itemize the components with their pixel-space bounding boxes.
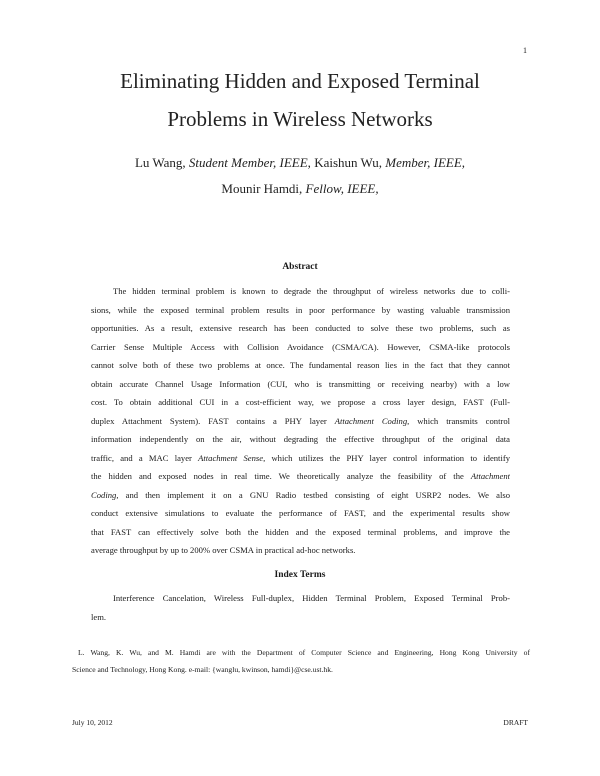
abstract-line: information independently on the air, without degrading the effective throughput of the original data [91, 434, 510, 444]
abstract-line [91, 412, 510, 431]
abstract-line: Carrier Sense Multiple Access with Collision Avoidance (CSMA/CA). However, CSMA-like protocols [91, 341, 510, 352]
abstract-text: , and then implement it on a GNU Radio testbed consisting of eight USRP2 nodes. We also [116, 489, 510, 500]
emphasis-text: Coding [91, 489, 117, 500]
abstract-line: average throughput by up to 200% over CSMA in practical ad-hoc networks. [91, 545, 356, 555]
footer-draft-label: DRAFT [503, 718, 528, 727]
abstract-text: duplex Attachment System). FAST contains a PHY layer [91, 415, 327, 426]
emphasis-text: Attachment Sense [198, 452, 264, 463]
author-line-1 [0, 150, 600, 176]
abstract-line: cannot solve both of these two problems at once. The fundamental reason lies in the fact that they cannot [91, 360, 510, 370]
index-terms-heading: Index Terms [274, 570, 326, 580]
abstract-text: , which transmits control [407, 415, 510, 426]
footnote-line: Science and Technology, Hong Kong. e-mail: {wanglu, kwinson, hamdi}@cse.ust.hk. [72, 665, 333, 674]
author-name: Lu Wang, [134, 155, 186, 170]
page-number: 1 [523, 46, 527, 55]
abstract-line: cost. To obtain additional CUI in a cost-efficient way, we propose a cross layer design, FAST (Full- [91, 397, 510, 407]
author-name: Kaishun Wu, [314, 155, 383, 170]
abstract-heading: Abstract [282, 262, 318, 272]
abstract-line: opportunities. As a result, extensive research has been conducted to solve these two problems, such as [91, 323, 510, 333]
footnote-line: L. Wang, K. Wu, and M. Hamdi are with the Department of Computer Science and Engineering, Hong Kong University of [78, 648, 530, 657]
author-list [0, 150, 600, 202]
abstract-line: The hidden terminal problem is known to degrade the throughput of wireless networks due to colli- [113, 286, 510, 296]
emphasis-text: Attachment [470, 471, 510, 481]
author-affiliation: Student Member, IEEE, [188, 155, 311, 170]
footer-date: July 10, 2012 [72, 718, 113, 727]
abstract-text: , which utilizes the PHY layer control information to identify [263, 452, 510, 463]
index-terms-line: Interference Cancelation, Wireless Full-duplex, Hidden Terminal Problem, Exposed Terminal Prob- [113, 593, 510, 603]
abstract-body [91, 282, 510, 560]
abstract-line [91, 486, 510, 505]
title-line-2: Problems in Wireless Networks [167, 107, 433, 131]
author-affiliation: Member, IEEE, [385, 155, 466, 170]
abstract-text: the hidden and exposed nodes in real time. We theoretically analyze the feasibility of the [91, 471, 464, 481]
abstract-line [91, 449, 510, 468]
emphasis-text: Attachment Coding [334, 415, 408, 426]
author-affiliation: Fellow, IEEE, [305, 181, 379, 196]
abstract-line: conduct extensive simulations to evaluate the performance of FAST, and the experimental results show [91, 508, 510, 518]
author-name: Mounir Hamdi, [221, 181, 303, 196]
author-footnote [72, 644, 530, 678]
abstract-line: that FAST can effectively solve both the hidden and the exposed terminal problems, and improve the [91, 526, 510, 537]
index-terms-line: lem. [91, 611, 107, 622]
index-terms-body [91, 589, 510, 626]
abstract-line: obtain accurate Channel Usage Information (CUI, who is transmitting or receiving nearby) with a low [91, 378, 510, 389]
title-line-1: Eliminating Hidden and Exposed Terminal [120, 69, 480, 93]
page-title [0, 62, 600, 138]
abstract-text: traffic, and a MAC layer [91, 452, 192, 463]
abstract-line: sions, while the exposed terminal problem results in poor performance by wasting valuable transmission [91, 304, 510, 315]
abstract-line [91, 467, 510, 486]
author-line-2 [0, 176, 600, 202]
